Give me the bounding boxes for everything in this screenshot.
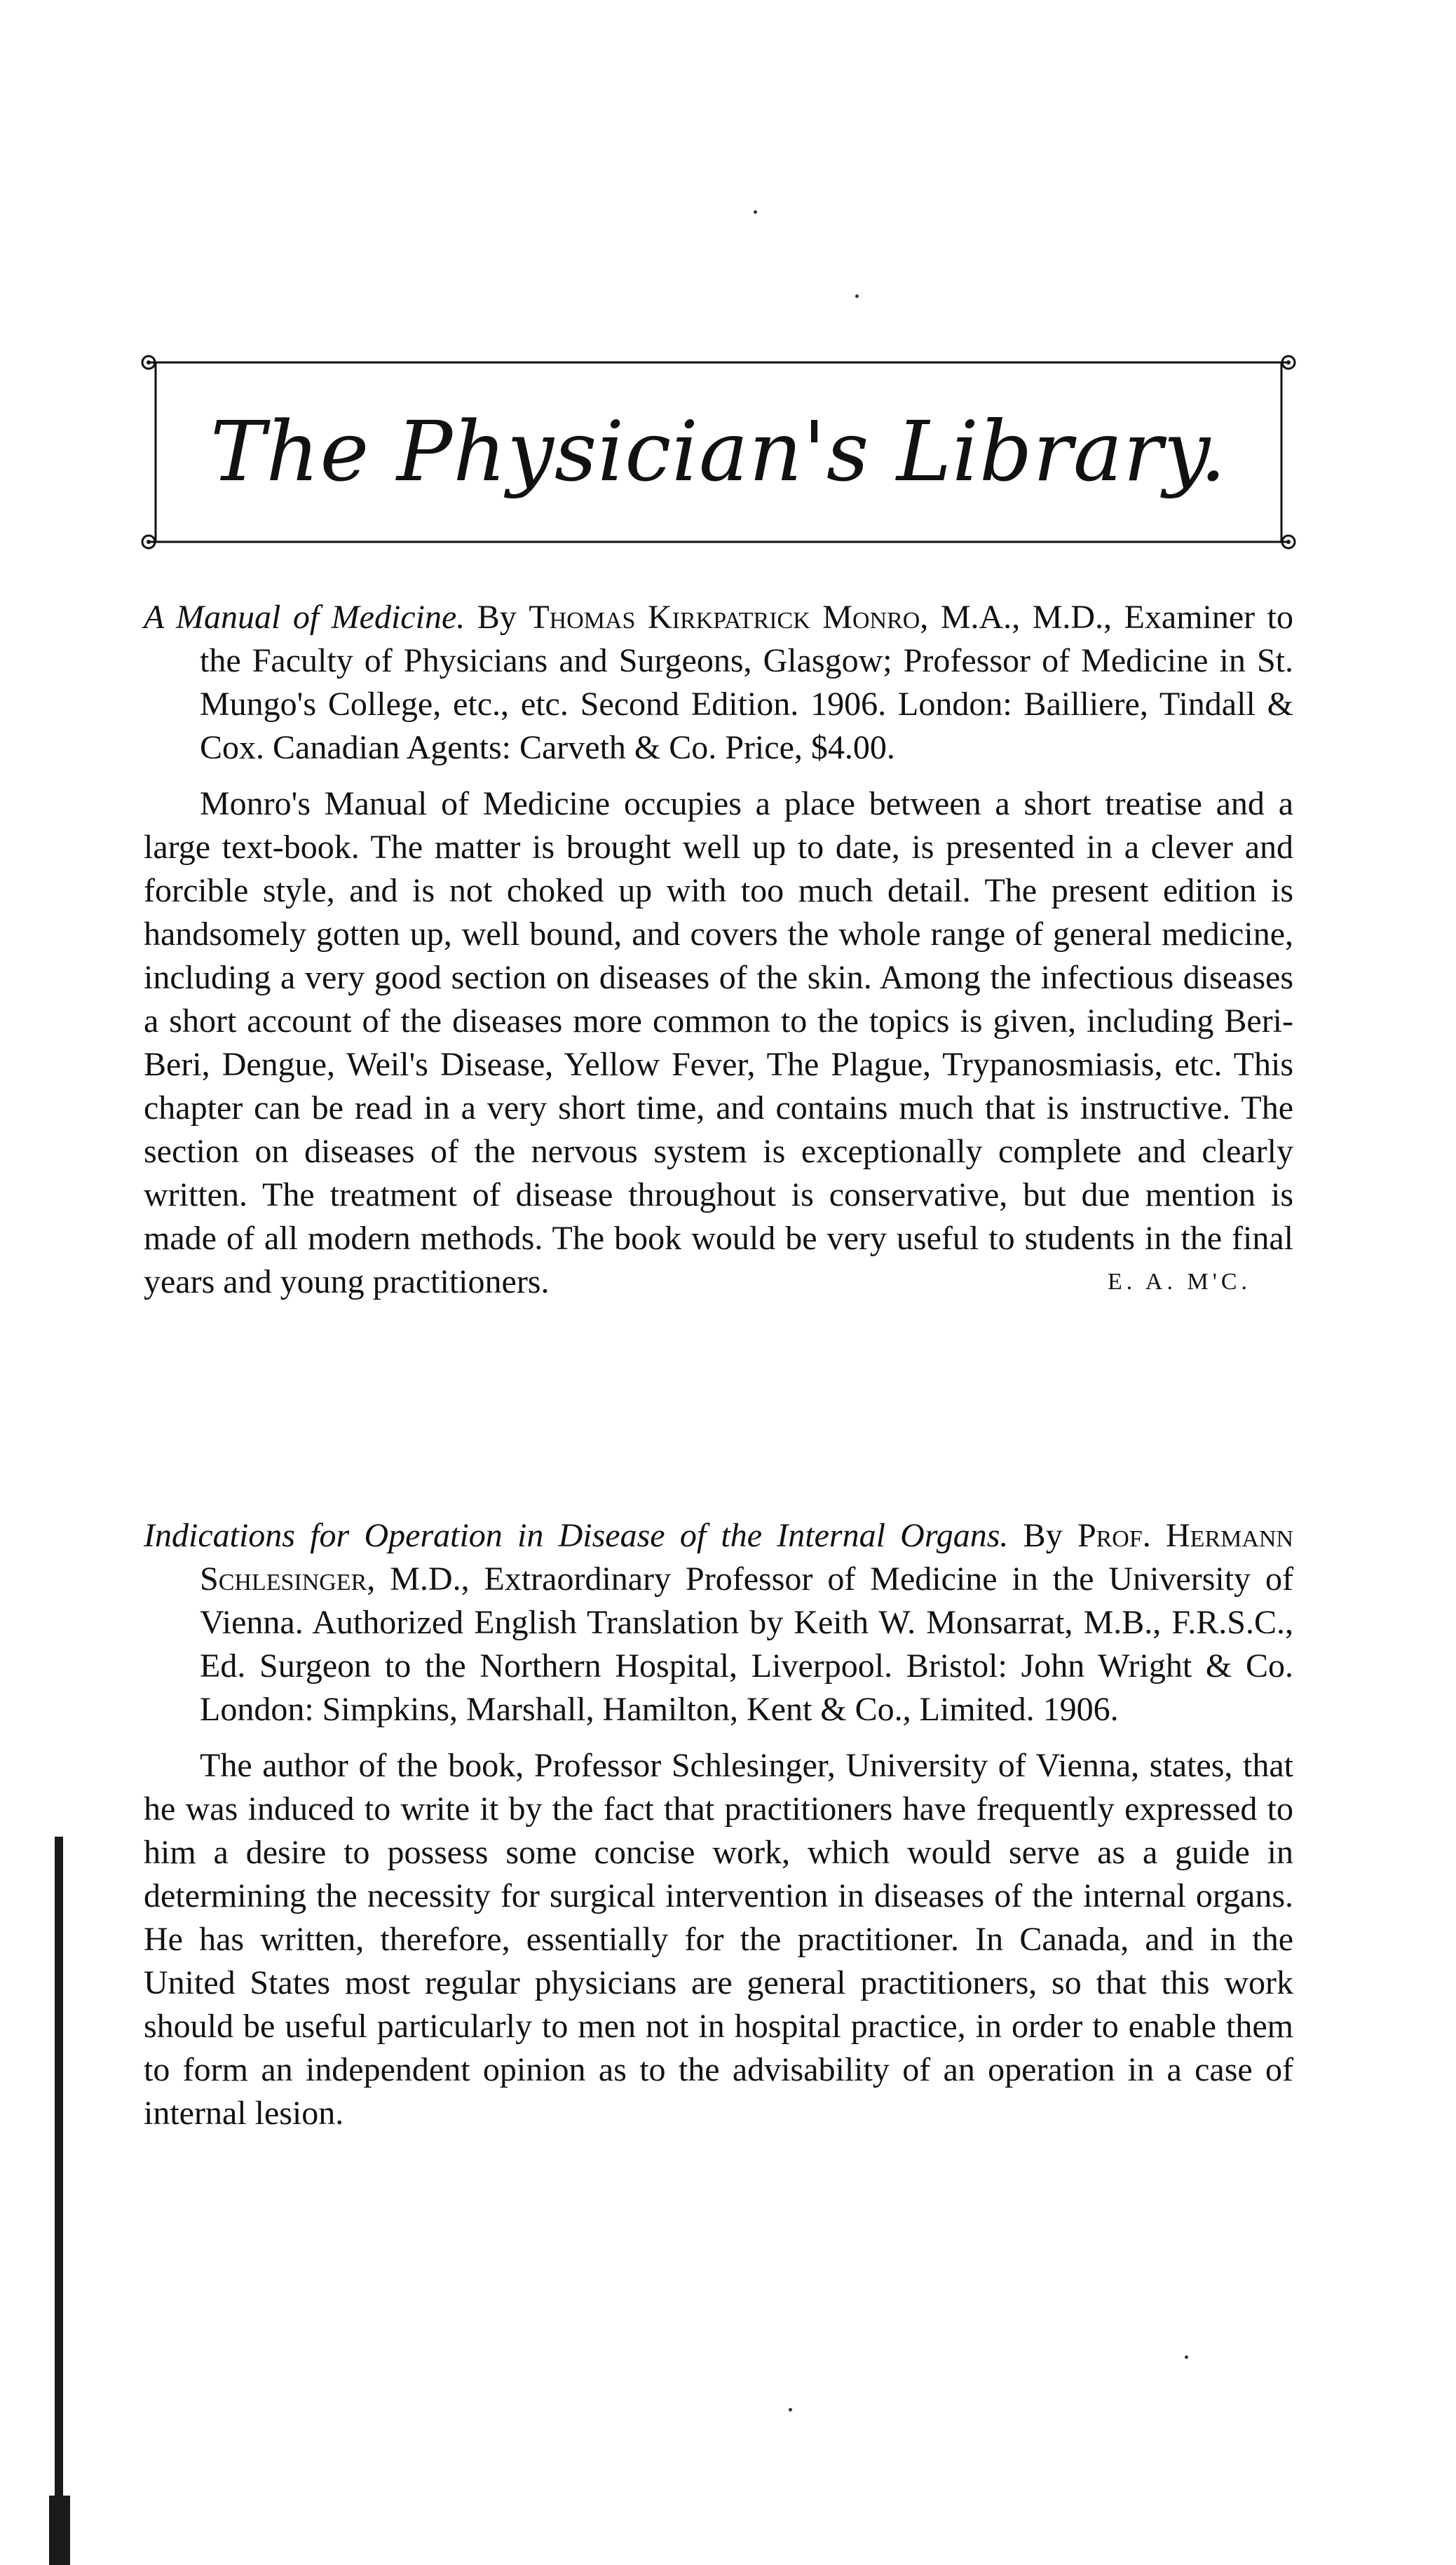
book-title: A Manual of Medicine. bbox=[144, 599, 465, 636]
citation-details: M.A., M.D., Examiner to the Faculty of Physicians and Surgeons, Glasgow; Professor of Medicine in St. Mungo's College, etc., etc. Second Edition. 1906. London: Bailliere, Tindall & Cox. Canadian Agents: Carveth & Co. Price, $4.00. bbox=[200, 599, 1294, 766]
citation-2 bbox=[144, 1514, 1293, 1731]
author-name: Thomas Kirkpatrick Monro, bbox=[529, 599, 929, 636]
citation-by: By bbox=[1023, 1517, 1063, 1554]
review-2 bbox=[144, 1514, 1293, 2135]
scan-edge-shadow bbox=[49, 2496, 70, 2565]
citation-1 bbox=[144, 596, 1293, 770]
title-frame bbox=[140, 354, 1297, 550]
citation-details: M.D., Extraordinary Professor of Medicine in the University of Vienna. Authorized English Translation by Keith W. Monsarrat, M.B., F.R.S.C., Ed. Surgeon to the Northern Hospital, Liverpool. Bristol: John Wright & Co. London: Simpkins, Marshall, Hamilton, Kent & Co., Limited. 1906. bbox=[200, 1560, 1294, 1728]
speck bbox=[789, 2408, 792, 2411]
book-title: Indications for Operation in Disease of the Internal Organs. bbox=[144, 1517, 1009, 1554]
speck bbox=[1185, 2355, 1188, 2359]
review-1 bbox=[144, 596, 1293, 1304]
review-body bbox=[144, 782, 1293, 1304]
review-text: The author of the book, Professor Schlesinger, University of Vienna, states, that he was induced to write it by the fact that practitioners have frequently expressed to him a desire to possess some concise work, which would serve as a guide in determining the necessity for surgical intervention in diseases of the internal organs. He has written, therefore, essentially for the practitioner. In Canada, and in the United States most regular physicians are general practitioners, so that this work should be useful particularly to men not in hospital practice, in order to enable them to form an independent opinion as to the advisability of an operation in a case of internal lesion. bbox=[144, 1747, 1293, 2132]
citation-by: By bbox=[477, 599, 517, 636]
speck bbox=[855, 294, 859, 298]
reviewer-initials: E. A. M'C. bbox=[1108, 1269, 1251, 1295]
author-name: Prof. Hermann Schlesinger, bbox=[200, 1517, 1294, 1598]
scan-edge-shadow bbox=[55, 1837, 63, 2565]
review-text: Monro's Manual of Medicine occupies a place between a short treatise and a large text-book. The matter is brought well up to date, is presented in a clever and forcible style, and is not choked up with too much detail. The present edition is handsomely gotten up, well bound, and covers the whole range of general medicine, including a very good section on diseases of the skin. Among the infectious diseases a short account of the diseases more common to the topics is given, including Beri-Beri, Dengue, Weil's Disease, Yellow Fever, The Plague, Trypanosmiasis, etc. This chapter can be read in a very short time, and contains much that is instructive. The section on diseases of the nervous system is exceptionally complete and clearly written. The treatment of disease throughout is conservative, but due mention is made of all modern methods. The book would be very useful to students in the final years and young practitioners. bbox=[144, 785, 1293, 1300]
page-title: The Physician's Library. bbox=[210, 403, 1227, 500]
review-body bbox=[144, 1744, 1293, 2135]
speck bbox=[754, 210, 757, 214]
